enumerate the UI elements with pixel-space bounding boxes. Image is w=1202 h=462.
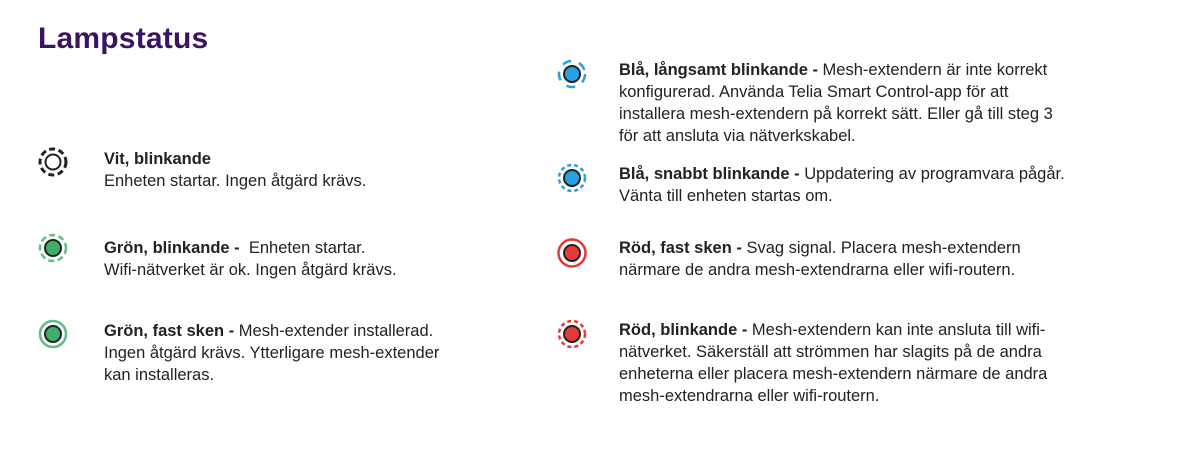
status-description: installera mesh-extendern på korrekt sätt. Eller gå till steg 3 xyxy=(619,105,1053,123)
status-description: för att ansluta via nätverkskabel. xyxy=(619,127,856,145)
status-label: Blå, långsamt blinkande - xyxy=(619,61,823,79)
lamp-status-green-blinking xyxy=(104,237,397,281)
status-description: Svag signal. Placera mesh-extendern xyxy=(746,239,1021,257)
status-description: mesh-extendrarna eller wifi-routern. xyxy=(619,387,880,405)
status-description: konfigurerad. Använda Telia Smart Control-app för att xyxy=(619,83,1009,101)
green-solid-lamp-icon xyxy=(36,317,70,351)
page-title: Lampstatus xyxy=(38,22,209,55)
status-description: kan installeras. xyxy=(104,366,215,384)
status-description: Enheten startar. Ingen åtgärd krävs. xyxy=(104,172,367,190)
status-description: Wifi-nätverket är ok. Ingen åtgärd krävs. xyxy=(104,261,397,279)
status-label: Röd, fast sken - xyxy=(619,239,747,257)
red-blinking-lamp-icon xyxy=(555,317,589,351)
status-description: Enheten startar. xyxy=(244,239,366,257)
status-description: Mesh-extendern kan inte ansluta till wifi- xyxy=(751,321,1046,339)
lamp-status-green-solid xyxy=(104,320,439,386)
status-description: nätverket. Säkerställ att strömmen har slagits på de andra xyxy=(619,343,1042,361)
lamp-status-white-blinking xyxy=(104,148,366,192)
red-solid-lamp-icon xyxy=(555,236,589,270)
status-description: Vänta till enheten startas om. xyxy=(619,187,833,205)
blue-fast-blinking-lamp-icon xyxy=(555,161,589,195)
blue-slow-blinking-lamp-icon xyxy=(555,57,589,91)
status-label: Grön, blinkande - xyxy=(104,239,245,257)
green-blinking-lamp-icon xyxy=(36,231,70,265)
status-label: Grön, fast sken - xyxy=(104,322,239,340)
status-label: Röd, blinkande - xyxy=(619,321,752,339)
status-description: Ingen åtgärd krävs. Ytterligare mesh-extender xyxy=(104,344,440,362)
status-description: Mesh-extender installerad. xyxy=(238,322,434,340)
white-blinking-lamp-icon xyxy=(36,145,70,179)
lamp-status-red-solid xyxy=(619,237,1021,281)
lamp-status-blue-slow-blinking xyxy=(619,59,1053,147)
status-label: Vit, blinkande xyxy=(104,150,211,168)
status-description: Uppdatering av programvara pågår. xyxy=(804,165,1065,183)
status-description: närmare de andra mesh-extendrarna eller wifi-routern. xyxy=(619,261,1016,279)
lamp-status-blue-fast-blinking xyxy=(619,163,1065,207)
status-description: enheterna eller placera mesh-extendern närmare de andra xyxy=(619,365,1048,383)
lamp-status-red-blinking xyxy=(619,319,1047,407)
status-description: Mesh-extendern är inte korrekt xyxy=(822,61,1048,79)
status-label: Blå, snabbt blinkande - xyxy=(619,165,805,183)
